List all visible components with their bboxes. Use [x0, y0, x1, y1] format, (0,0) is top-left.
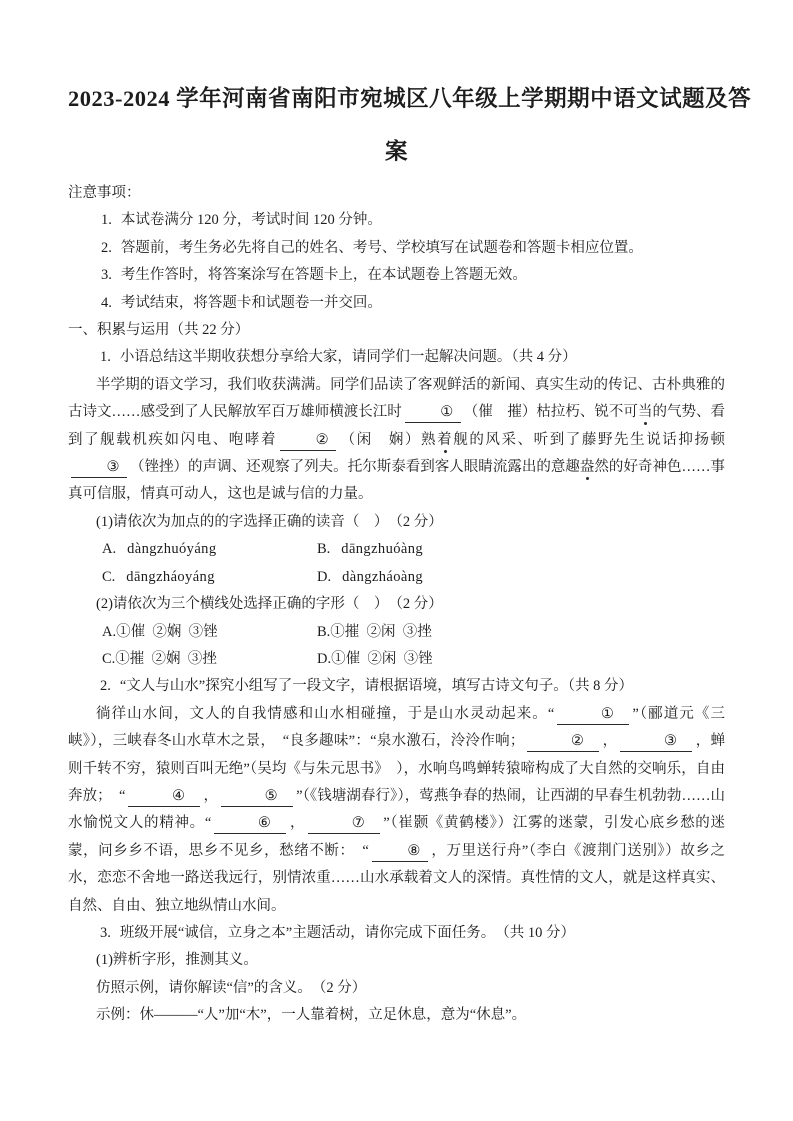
- text-segment: 舰的风采、听到了藤野先生说话抑扬顿: [453, 431, 726, 448]
- notice-item-3: [68, 262, 725, 289]
- text-segment: ，: [602, 733, 618, 750]
- answer-blank-5: ⑤: [221, 787, 293, 807]
- notice-item-text: 考试结束，将答题卡和试题卷一并交回。: [120, 294, 382, 311]
- zixing-options-row-2: [68, 646, 725, 673]
- option-c: [102, 564, 317, 591]
- document-body: [68, 180, 725, 1030]
- notice-item-number: 3.: [101, 267, 112, 284]
- answer-blank-2: ②: [527, 732, 599, 752]
- emphasized-char: 盎: [579, 459, 595, 476]
- answer-blank-3: ③: [620, 732, 692, 752]
- notice-item-2: [68, 235, 725, 262]
- question-1-sub-2: (2)请依次为三个横线处选择正确的字形（ ） （2 分）: [96, 596, 443, 613]
- text-segment: ”（崔颢《黄鹤楼》）江雾的迷蒙，引发心底乡愁的迷蒙，问乡乡不语，思乡不见乡，愁绪不断： “: [68, 815, 726, 859]
- page-title: [68, 72, 752, 178]
- question-3-stem: [68, 920, 725, 947]
- option-text: dàngzháoàng: [342, 568, 424, 585]
- option-letter: A.: [102, 623, 117, 640]
- text-segment: ，蝉则千转不穷，猿则百叫无绝”（吴均《与朱元思书》 ），水响鸟鸣蝉转猿啼构成了大自然的交响乐，自由奔放； “: [68, 733, 726, 804]
- text-segment: 的气势、看到了舰载机疾如闪电、咆哮着: [68, 404, 726, 448]
- notice-item-1: [68, 207, 725, 234]
- option-letter: B.: [317, 541, 331, 558]
- answer-blank-1: ①: [405, 403, 461, 423]
- emphasized-char: 当: [637, 404, 653, 421]
- question-stem-text: 小语总结这半期收获想分享给大家，请同学们一起解决问题。（共 4 分）: [119, 349, 577, 366]
- option-c: [102, 646, 317, 673]
- text-segment: ”（《钱塘湖春行》），莺燕争春的热闹，让西湖的早春生机勃勃……山水愉悦文人的精神。“: [68, 787, 726, 832]
- question-number: 3.: [100, 924, 111, 941]
- text-segment: 然的好奇神色……事真可信服，情真可动人，这也是诚与信的力量。: [68, 459, 726, 503]
- answer-blank-7: ⑦: [308, 814, 380, 834]
- option-letter: C.: [102, 568, 116, 585]
- question-1-passage: [68, 372, 725, 509]
- option-text: dàngzhuóyáng: [127, 541, 217, 558]
- question-number: 2.: [100, 678, 111, 695]
- notice-item-number: 4.: [101, 294, 112, 311]
- answer-blank-3: ③: [71, 458, 127, 478]
- pinyin-options-row-2: [68, 564, 725, 591]
- notice-item-text: 答题前，考生务必先将自己的姓名、考号、学校填写在试题卷和答题卡相应位置。: [120, 239, 643, 256]
- text-segment: （闲 娴）熟: [339, 431, 438, 448]
- option-b: [317, 619, 432, 646]
- question-3-example: 示例：休———“人”加“木”，一人靠着树，立足休息，意为“休息”。: [96, 1007, 527, 1024]
- answer-blank-2: ②: [280, 431, 336, 451]
- text-segment: ”（郦道元《三峡》），三峡春冬山水草木之景， “良多趣味”：“泉水激石，泠泠作响；: [68, 705, 726, 750]
- emphasized-char: 着: [437, 431, 454, 448]
- pinyin-options-row-1: [68, 536, 725, 563]
- option-a: [102, 619, 317, 646]
- option-d: [317, 646, 433, 673]
- answer-blank-6: ⑥: [214, 814, 286, 834]
- option-text: dāngzhuóàng: [341, 541, 424, 558]
- zixing-options-row-1: [68, 619, 725, 646]
- title-line-1: 2023-2024 学年河南省南阳市宛城区八年级上学期期中语文试题及答: [68, 86, 752, 111]
- notice-item-number: 2.: [101, 239, 112, 256]
- option-text: dāngzháoyáng: [126, 568, 215, 585]
- notice-item-number: 1.: [101, 212, 112, 229]
- question-stem-text: “文人与山水”探究小组写了一段文字，请根据语境，填写古诗文句子。（共 8 分）: [119, 678, 633, 695]
- question-number: 1.: [100, 349, 111, 366]
- question-3-sub-1: (1)辨析字形，推测其义。: [96, 952, 258, 969]
- question-1-sub-1: (1)请依次为加点的的字选择正确的读音（ ） （2 分）: [96, 513, 443, 530]
- option-letter: B.: [317, 623, 331, 640]
- option-a: [102, 536, 317, 563]
- option-letter: A.: [102, 541, 117, 558]
- question-3-instruction: 仿照示例，请你解读“信”的含义。 （2 分）: [96, 979, 367, 996]
- answer-blank-1: ①: [557, 705, 629, 725]
- option-letter: C.: [102, 650, 116, 667]
- option-letter: D.: [317, 650, 332, 667]
- notice-item-text: 本试卷满分 120 分，考试时间 120 分钟。: [120, 212, 382, 229]
- notice-item-text: 考生作答时，将答案涂写在答题卡上，在本试题卷上答题无效。: [120, 267, 527, 284]
- answer-blank-4: ④: [128, 787, 200, 807]
- text-segment: ，: [203, 787, 219, 804]
- option-text: ①摧 ②娴 ③挫: [115, 650, 217, 667]
- option-letter: D.: [317, 568, 332, 585]
- text-segment: ，万里送行舟”（李白《渡荆门送别》）故乡之水，恋恋不舍地一路送我远行，别情浓重……山水承载着文人的深情。真性情的文人，就是这样真实、自然、自由、独立地纵情山水间。: [68, 842, 726, 914]
- option-text: ①催 ②闲 ③锉: [331, 650, 433, 667]
- question-stem-text: 班级开展“诚信，立身之本”主题活动，请你完成下面任务。 （共 10 分）: [119, 924, 575, 941]
- question-2-passage: [68, 701, 725, 920]
- answer-blank-8: ⑧: [372, 842, 428, 862]
- text-segment: ，: [289, 815, 306, 832]
- notice-item-4: [68, 290, 725, 317]
- text-segment: 徜徉山水间，文人的自我情感和山水相碰撞，于是山水灵动起来。“: [96, 705, 555, 722]
- question-2-stem: [68, 673, 725, 700]
- option-text: ①催 ②娴 ③锉: [116, 623, 218, 640]
- section-1-heading: 一、积累与运用（共 22 分）: [68, 322, 250, 339]
- option-d: [317, 564, 423, 591]
- text-segment: （锉挫）的声调、还观察了列夫。托尔斯泰看到客人眼睛流露出的意趣: [130, 459, 580, 476]
- notice-heading: 注意事项：: [68, 185, 141, 201]
- text-segment: 半学期的语文学习，我们收获满满。同学们品读了客观鲜活的新闻、真实生动的传记、古朴典雅的古诗文……感受到了人民解放军百万雄师横渡长江时: [68, 376, 725, 421]
- text-segment: （催 摧）枯拉朽、锐不可: [463, 404, 638, 421]
- option-text: ①摧 ②闲 ③挫: [330, 623, 432, 640]
- title-line-2: 案: [384, 139, 408, 164]
- question-1-stem: [68, 344, 725, 371]
- option-b: [317, 536, 423, 563]
